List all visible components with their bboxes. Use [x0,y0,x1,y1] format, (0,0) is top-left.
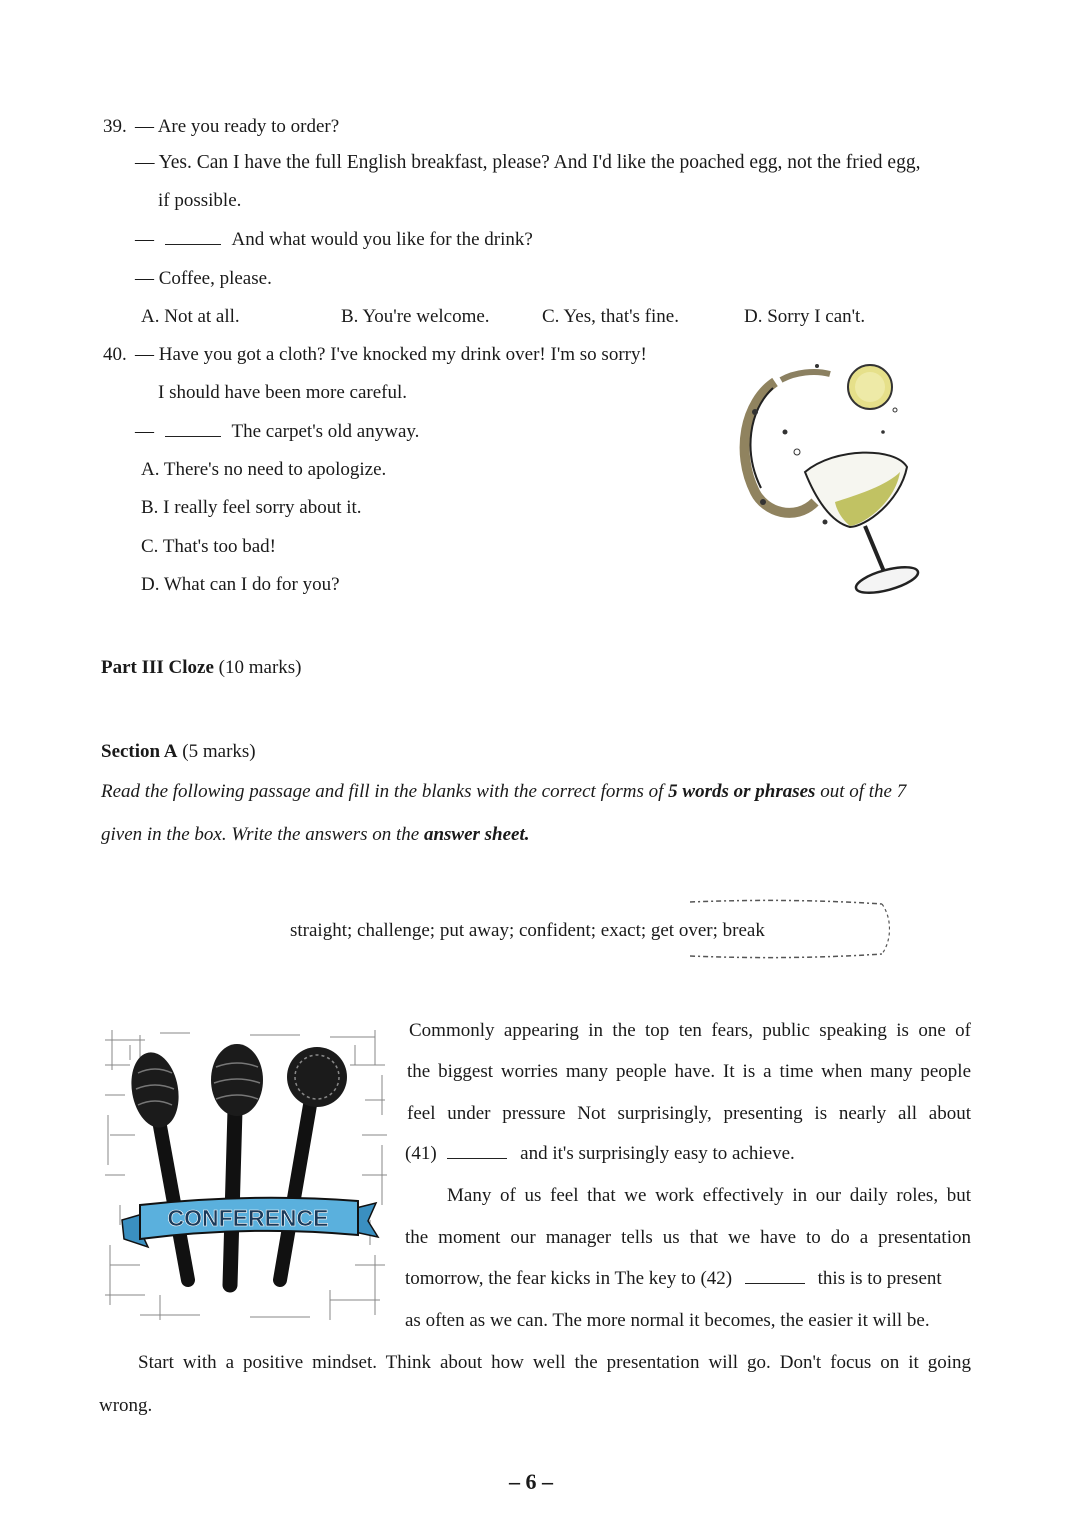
instr-emphasis: answer sheet. [423,824,530,845]
q40-option-b: B. I really feel sorry about it. [141,497,362,518]
instr-part: Read the following passage and fill in the blanks with the correct forms of [101,781,664,802]
q39-option-d: D. Sorry I can't. [744,306,866,327]
instr-part: given in the box. Write the answers on the [101,824,420,845]
q39-option-a: A. Not at all. [141,306,240,327]
passage-line3: feel under pressure Not surprisingly, presenting is nearly all about [407,1103,971,1124]
q39-option-b: B. You're welcome. [341,306,490,327]
passage-line7-tail: this is to present [817,1268,942,1289]
q39-line5: — Coffee, please. [135,268,272,289]
sectionA-title: Section A [101,741,178,762]
cocktail-illustration [735,352,925,602]
passage-line6: the moment our manager tells us that we have to do a presentation [405,1227,971,1248]
word-box-text: straight; challenge; put away; confident; exact; get over; break [290,920,765,941]
q40-option-a: A. There's no need to apologize. [141,459,387,480]
sectionA-instruction-line1 [101,781,906,803]
q39-line3: if possible. [158,190,242,211]
passage-line5: Many of us feel that we work effectively in our daily roles, but [447,1185,971,1206]
q40-line3 [135,421,419,443]
passage-line4-text: and it's surprisingly easy to achieve. [520,1143,795,1164]
blank-41 [447,1144,507,1159]
sectionA-marks: (5 marks) [182,741,256,762]
microphone-icon [126,1049,188,1280]
q39-line4 [135,229,533,251]
dash: — [135,421,154,442]
sectionA-heading [101,741,256,763]
q40-line1: — Have you got a cloth? I've knocked my drink over! I'm so sorry! [135,344,647,365]
word-box [270,898,890,960]
dash: — [135,229,154,250]
q39-line2: — Yes. Can I have the full English breakfast, please? And I'd like the poached egg, not the fried egg, [135,152,921,173]
passage-line1: Commonly appearing in the top ten fears, public speaking is one of [409,1020,971,1041]
sectionA-instruction-line2 [101,824,530,846]
blank-39 [165,230,221,245]
passage-line7-text: tomorrow, the fear kicks in The key to (42) [405,1268,733,1289]
instr-part: out of the 7 [820,781,907,802]
instr-emphasis: 5 words or phrases [668,781,816,802]
q40-option-c: C. That's too bad! [141,536,277,557]
part3-heading [101,657,302,679]
microphone-icon [211,1044,263,1285]
passage-line2: the biggest worries many people have. It is a time when many people [407,1061,971,1082]
passage-line9: Start with a positive mindset. Think about how well the presentation will go. Don't focus on it going [138,1352,971,1373]
microphone-icon [280,1047,347,1280]
q40-number: 40. [103,344,127,365]
blank-40 [165,422,221,437]
q40-option-d: D. What can I do for you? [141,574,340,595]
part3-marks: (10 marks) [218,657,302,678]
q39-number: 39. [103,116,127,137]
q39-line4-text: And what would you like for the drink? [231,229,533,250]
blank-41-label: (41) [405,1143,437,1164]
banner-label: CONFERENCE [167,1205,329,1231]
passage-line8: as often as we can. The more normal it becomes, the easier it will be. [405,1310,930,1331]
conference-banner [122,1198,378,1247]
blank-42 [745,1269,805,1284]
conference-illustration [100,1025,390,1325]
q40-line3-text: The carpet's old anyway. [231,421,420,442]
q40-line2: I should have been more careful. [158,382,408,403]
q39-option-c: C. Yes, that's fine. [542,306,679,327]
passage-line10: wrong. [99,1395,153,1416]
passage-line7 [405,1268,942,1290]
page-number: – 6 – [509,1469,553,1494]
q39-line1: — Are you ready to order? [135,116,340,137]
part3-title: Part III Cloze [101,657,214,678]
passage-line4 [405,1143,795,1165]
